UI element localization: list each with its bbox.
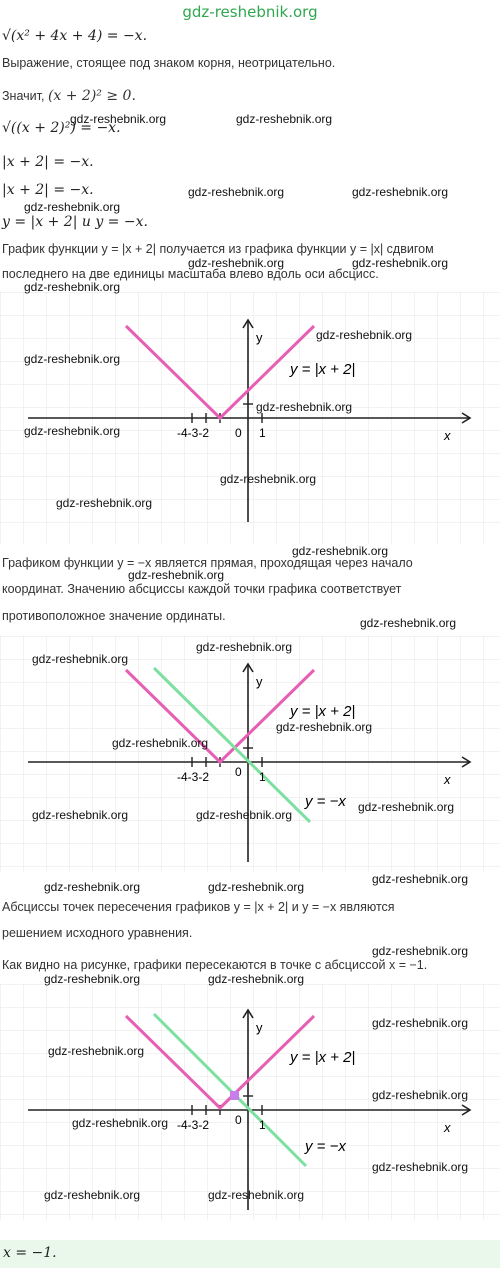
answer-box (0, 1240, 500, 1268)
label-neg-x: y = −x (305, 793, 346, 810)
equation-squared: √((x + 2)²) = −x. (2, 120, 121, 136)
watermark: gdz-reshebnik.org (24, 200, 121, 214)
y-axis-label: y (256, 1020, 263, 1035)
tick-label-0: 0 (235, 426, 242, 440)
watermark: gdz-reshebnik.org (372, 1088, 469, 1102)
tick-label-1: 1 (259, 770, 266, 784)
watermark: gdz-reshebnik.org (372, 872, 469, 886)
watermark: gdz-reshebnik.org (32, 652, 129, 666)
text-therefore (2, 88, 136, 104)
watermark: gdz-reshebnik.org (352, 185, 449, 199)
watermark: gdz-reshebnik.org (72, 1116, 169, 1130)
watermark: gdz-reshebnik.org (188, 185, 285, 199)
answer-text: x = −1. (3, 1245, 57, 1261)
graph-both (0, 636, 500, 872)
text-nonnegative: Выражение, стоящее под знаком корня, неотрицательно. (2, 56, 336, 70)
equation-abs-2: |x + 2| = −x. (2, 182, 94, 198)
paragraph-line-y-neg-x-3: противоположное значение ординаты. (2, 609, 226, 623)
tick-labels-negative: -4-3-2 (177, 1118, 210, 1132)
watermark: gdz-reshebnik.org (256, 400, 353, 414)
paragraph-line-y-neg-x-2: координат. Значению абсциссы каждой точки графика соответствует (2, 582, 402, 596)
watermark: gdz-reshebnik.org (372, 1160, 469, 1174)
watermark: gdz-reshebnik.org (44, 1188, 141, 1202)
watermark: gdz-reshebnik.org (316, 328, 413, 342)
x-axis-label: x (444, 428, 451, 443)
watermark: gdz-reshebnik.org (236, 112, 333, 126)
paragraph-line-y-neg-x-1: Графиком функции y = −x является прямая, проходящая через начало (2, 556, 413, 570)
watermark: gdz-reshebnik.org (24, 352, 121, 366)
tick-label-1: 1 (259, 426, 266, 440)
watermark: gdz-reshebnik.org (208, 972, 305, 986)
watermark: gdz-reshebnik.org (352, 256, 449, 270)
watermark: gdz-reshebnik.org (196, 808, 293, 822)
watermark: gdz-reshebnik.org (24, 280, 121, 294)
watermark: gdz-reshebnik.org (112, 736, 209, 750)
intersection-point (230, 1091, 239, 1100)
paragraph-intersection-2: решением исходного уравнения. (2, 926, 193, 940)
paragraph-result: Как видно на рисунке, графики пересекаются в точке с абсциссой x = −1. (2, 958, 428, 972)
equation-original: √(x² + 4x + 4) = −x. (2, 28, 148, 44)
tick-label-1: 1 (259, 1118, 266, 1132)
watermark: gdz-reshebnik.org (360, 616, 457, 630)
watermark: gdz-reshebnik.org (48, 1044, 145, 1058)
watermark: gdz-reshebnik.org (44, 880, 141, 894)
x-axis-label: x (444, 1120, 451, 1135)
label-abs: y = |x + 2| (290, 1049, 356, 1066)
y-axis-label: y (256, 330, 263, 345)
tick-label-0: 0 (235, 765, 242, 779)
watermark: gdz-reshebnik.org (70, 112, 167, 126)
watermark: gdz-reshebnik.org (24, 424, 121, 438)
label-neg-x: y = −x (305, 1138, 346, 1155)
tick-labels-negative: -4-3-2 (177, 426, 210, 440)
watermark: gdz-reshebnik.org (44, 972, 141, 986)
watermark: gdz-reshebnik.org (56, 496, 153, 510)
y-axis-label: y (256, 674, 263, 689)
tick-label-0: 0 (235, 1113, 242, 1127)
equation-abs-1: |x + 2| = −x. (2, 154, 94, 170)
equation-functions: y = |x + 2| и y = −x. (2, 214, 148, 230)
watermark: gdz-reshebnik.org (196, 640, 293, 654)
label-abs: y = |x + 2| (290, 361, 356, 378)
watermark: gdz-reshebnik.org (276, 720, 373, 734)
tick-labels-negative: -4-3-2 (177, 770, 210, 784)
site-header[interactable]: gdz-reshebnik.org (182, 3, 318, 21)
watermark: gdz-reshebnik.org (220, 472, 317, 486)
x-axis-label: x (444, 772, 451, 787)
text-therefore-prefix: Значит, (2, 89, 45, 103)
watermark: gdz-reshebnik.org (372, 944, 469, 958)
watermark: gdz-reshebnik.org (128, 568, 225, 582)
watermark: gdz-reshebnik.org (358, 800, 455, 814)
watermark: gdz-reshebnik.org (32, 808, 129, 822)
watermark: gdz-reshebnik.org (372, 1016, 469, 1030)
label-abs: y = |x + 2| (290, 703, 356, 720)
paragraph-intersection-1: Абсциссы точек пересечения графиков y = |x + 2| и y = −x являются (2, 900, 395, 914)
inequality: (x + 2)² ≥ 0. (47, 88, 136, 104)
watermark: gdz-reshebnik.org (292, 544, 389, 558)
watermark: gdz-reshebnik.org (208, 1188, 305, 1202)
paragraph-shift-line2: последнего на две единицы масштаба влево вдоль оси абсцисс. (2, 267, 379, 281)
paragraph-shift-line1: График функции y = |x + 2| получается из графика функции y = |x| сдвигом (2, 242, 434, 256)
watermark: gdz-reshebnik.org (208, 880, 305, 894)
watermark: gdz-reshebnik.org (188, 256, 285, 270)
